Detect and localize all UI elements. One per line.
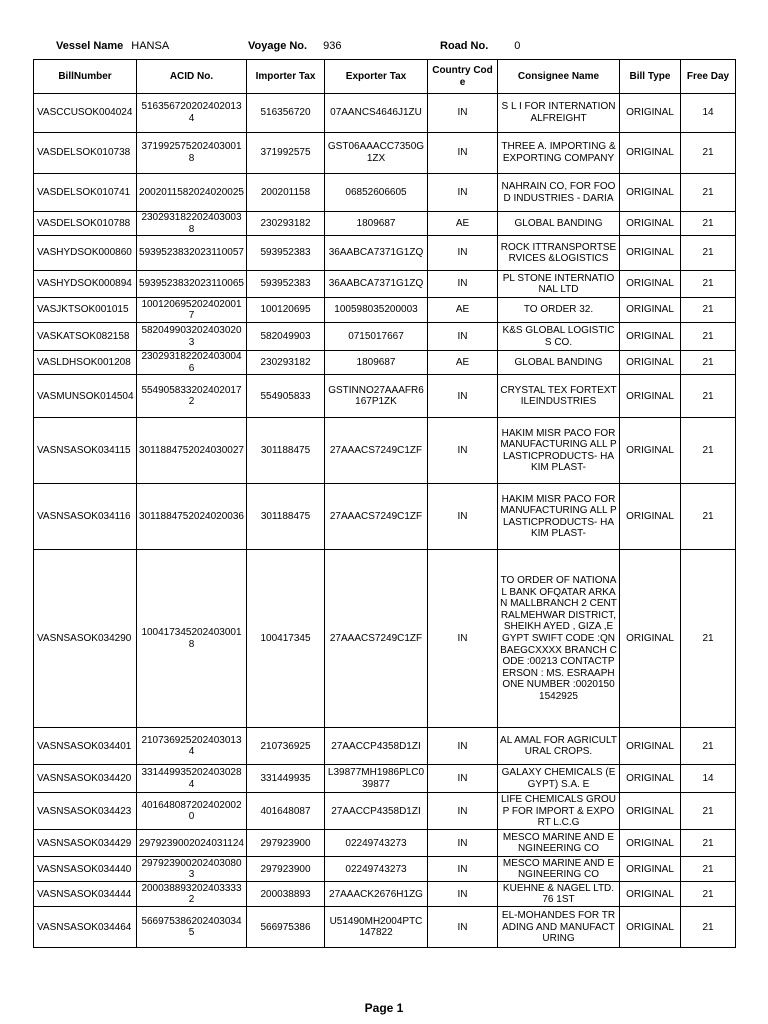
importer-tax-header: Importer Tax [247,60,325,94]
acid-no-cell: 1001206952024020017 [137,298,247,323]
table-row [34,484,736,550]
bill-type-cell: ORIGINAL [620,484,681,550]
consignee-name-cell: GALAXY CHEMICALS (EGYPT) S.A. E [498,765,620,793]
table-row [34,857,736,882]
acid-no-cell: 5163567202024020134 [137,94,247,133]
free-day-cell: 21 [681,133,736,174]
bill-number-cell: VASNSASOK034423 [34,793,137,830]
table-row [34,882,736,907]
country-code-cell: IN [428,830,498,857]
bill-type-cell: ORIGINAL [620,212,681,236]
importer-tax-cell: 100120695 [247,298,325,323]
country-code-cell: IN [428,907,498,948]
importer-tax-cell: 371992575 [247,133,325,174]
country-code-cell: IN [428,94,498,133]
free-day-cell: 21 [681,212,736,236]
bill-type-cell: ORIGINAL [620,882,681,907]
exporter-tax-cell: 27AAACS7249C1ZF [325,484,428,550]
consignee-name-cell: MESCO MARINE AND ENGINEERING CO [498,830,620,857]
bill-type-cell: ORIGINAL [620,765,681,793]
table-row [34,830,736,857]
road-no-field [440,40,520,52]
bill-type-cell: ORIGINAL [620,323,681,351]
acid-no-cell: 3011884752024020036 [137,484,247,550]
consignee-name-cell: HAKIM MISR PACO FORMANUFACTURING ALL PLASTICPRODUCTS- HAKIM PLAST- [498,484,620,550]
consignee-name-cell: AL AMAL FOR AGRICULTURAL CROPS. [498,728,620,765]
free-day-cell: 21 [681,857,736,882]
bill-type-cell: ORIGINAL [620,94,681,133]
table-row [34,94,736,133]
exporter-tax-cell: 02249743273 [325,857,428,882]
table-row [34,323,736,351]
bill-number-cell: VASDELSOK010741 [34,174,137,212]
free-day-cell: 21 [681,271,736,298]
country-code-cell: AE [428,212,498,236]
consignee-name-cell: ROCK ITTRANSPORTSERVICES &LOGISTICS [498,236,620,271]
exporter-tax-cell: 27AACCP4358D1ZI [325,728,428,765]
free-day-cell: 21 [681,298,736,323]
exporter-tax-cell: 1809687 [325,212,428,236]
consignee-name-cell: K&S GLOBAL LOGISTICS CO. [498,323,620,351]
bill-number-cell: VASCCUSOK004024 [34,94,137,133]
importer-tax-cell: 297923900 [247,830,325,857]
road-no-value: 0 [514,40,521,52]
bill-number-cell: VASNSASOK034401 [34,728,137,765]
free-day-cell: 21 [681,793,736,830]
voyage-no-label: Voyage No. [248,40,308,52]
exporter-tax-cell: 36AABCA7371G1ZQ [325,271,428,298]
country-code-header: Country Code [428,60,498,94]
exporter-tax-cell: 27AAACK2676H1ZG [325,882,428,907]
bill-type-cell: ORIGINAL [620,133,681,174]
road-no-label: Road No. [440,40,489,52]
importer-tax-cell: 100417345 [247,550,325,728]
voyage-no-value: 936 [323,40,342,52]
country-code-cell: IN [428,323,498,351]
bill-number-cell: VASHYDSOK000894 [34,271,137,298]
country-code-cell: IN [428,728,498,765]
exporter-tax-cell: GSTINNO27AAAFR6167P1ZK [325,375,428,418]
exporter-tax-header: Exporter Tax [325,60,428,94]
exporter-tax-cell: 27AAACS7249C1ZF [325,550,428,728]
bill-number-cell: VASMUNSOK014504 [34,375,137,418]
acid-no-cell: 5939523832023110065 [137,271,247,298]
bill-type-cell: ORIGINAL [620,793,681,830]
table-body [34,94,736,948]
bill-number-header: BillNumber [34,60,137,94]
bill-number-cell: VASNSASOK034116 [34,484,137,550]
table-row [34,765,736,793]
acid-no-cell: 5939523832023110057 [137,236,247,271]
bill-type-cell: ORIGINAL [620,830,681,857]
importer-tax-cell: 566975386 [247,907,325,948]
table-row [34,174,736,212]
free-day-header: Free Day [681,60,736,94]
acid-no-header: ACID No. [137,60,247,94]
importer-tax-cell: 210736925 [247,728,325,765]
country-code-cell: IN [428,271,498,298]
bill-number-cell: VASNSASOK034115 [34,418,137,484]
vessel-name-label: Vessel Name [56,40,124,52]
table-row [34,236,736,271]
consignee-name-cell: EL-MOHANDES FOR TRADING AND MANUFACTURING [498,907,620,948]
table-row [34,793,736,830]
importer-tax-cell: 593952383 [247,236,325,271]
table-row [34,271,736,298]
table-row [34,418,736,484]
table-header-row [34,60,736,94]
bill-number-cell: VASKATSOK082158 [34,323,137,351]
country-code-cell: AE [428,298,498,323]
consignee-name-cell: LIFE CHEMICALS GROUP FOR IMPORT & EXPORT L.C.G [498,793,620,830]
table-row [34,133,736,174]
free-day-cell: 21 [681,830,736,857]
acid-no-cell: 3011884752024030027 [137,418,247,484]
bill-number-cell: VASNSASOK034464 [34,907,137,948]
exporter-tax-cell: 27AACCP4358D1ZI [325,793,428,830]
acid-no-cell: 2302931822024030046 [137,351,247,375]
bill-table [33,59,736,948]
free-day-cell: 21 [681,728,736,765]
consignee-name-cell: NAHRAIN CO, FOR FOOD INDUSTRIES - DARIA [498,174,620,212]
acid-no-cell: 2107369252024030134 [137,728,247,765]
importer-tax-cell: 297923900 [247,857,325,882]
table-row [34,728,736,765]
consignee-name-cell: GLOBAL BANDING [498,351,620,375]
free-day-cell: 21 [681,351,736,375]
importer-tax-cell: 230293182 [247,351,325,375]
bill-type-cell: ORIGINAL [620,857,681,882]
free-day-cell: 21 [681,550,736,728]
free-day-cell: 14 [681,765,736,793]
acid-no-cell: 5820499032024030203 [137,323,247,351]
importer-tax-cell: 200201158 [247,174,325,212]
exporter-tax-cell: 02249743273 [325,830,428,857]
country-code-cell: IN [428,133,498,174]
consignee-name-cell: KUEHNE & NAGEL LTD. 76 1ST [498,882,620,907]
country-code-cell: IN [428,857,498,882]
free-day-cell: 21 [681,323,736,351]
acid-no-cell: 5549058332024020172 [137,375,247,418]
bill-type-cell: ORIGINAL [620,174,681,212]
free-day-cell: 21 [681,484,736,550]
country-code-cell: IN [428,882,498,907]
bill-type-cell: ORIGINAL [620,375,681,418]
exporter-tax-cell: 07AANCS4646J1ZU [325,94,428,133]
free-day-cell: 21 [681,236,736,271]
bill-number-cell: VASNSASOK034420 [34,765,137,793]
importer-tax-cell: 331449935 [247,765,325,793]
country-code-cell: IN [428,174,498,212]
bill-number-cell: VASHYDSOK000860 [34,236,137,271]
bill-number-cell: VASLDHSOK001208 [34,351,137,375]
bill-type-cell: ORIGINAL [620,298,681,323]
country-code-cell: IN [428,418,498,484]
table-row [34,907,736,948]
consignee-name-cell: MESCO MARINE AND ENGINEERING CO [498,857,620,882]
free-day-cell: 21 [681,907,736,948]
bill-type-header: Bill Type [620,60,681,94]
country-code-cell: IN [428,236,498,271]
vessel-name-value: HANSA [131,40,170,52]
country-code-cell: IN [428,550,498,728]
bill-type-cell: ORIGINAL [620,418,681,484]
page-number: Page 1 [364,1001,404,1015]
importer-tax-cell: 200038893 [247,882,325,907]
bill-type-cell: ORIGINAL [620,907,681,948]
consignee-name-header: Consignee Name [498,60,620,94]
table-row [34,375,736,418]
country-code-cell: IN [428,793,498,830]
consignee-name-cell: S L I FOR INTERNATIONALFREIGHT [498,94,620,133]
importer-tax-cell: 516356720 [247,94,325,133]
consignee-name-cell: TO ORDER 32. [498,298,620,323]
exporter-tax-cell: 100598035200003 [325,298,428,323]
acid-no-cell: 4016480872024020020 [137,793,247,830]
free-day-cell: 14 [681,94,736,133]
free-day-cell: 21 [681,174,736,212]
exporter-tax-cell: U51490MH2004PTC147822 [325,907,428,948]
bill-number-cell: VASDELSOK010788 [34,212,137,236]
consignee-name-cell: PL STONE INTERNATIONAL LTD [498,271,620,298]
consignee-name-cell: HAKIM MISR PACO FORMANUFACTURING ALL PLASTICPRODUCTS- HAKIM PLAST- [498,418,620,484]
importer-tax-cell: 301188475 [247,418,325,484]
importer-tax-cell: 554905833 [247,375,325,418]
consignee-name-cell: GLOBAL BANDING [498,212,620,236]
exporter-tax-cell: L39877MH1986PLC039877 [325,765,428,793]
acid-no-cell: 2979239002024031124 [137,830,247,857]
bill-number-cell: VASJKTSOK001015 [34,298,137,323]
exporter-tax-cell: 27AAACS7249C1ZF [325,418,428,484]
bill-type-cell: ORIGINAL [620,351,681,375]
voyage-no-field [248,40,341,52]
table-row [34,298,736,323]
country-code-cell: IN [428,484,498,550]
exporter-tax-cell: 0715017667 [325,323,428,351]
acid-no-cell: 1004173452024030018 [137,550,247,728]
importer-tax-cell: 230293182 [247,212,325,236]
free-day-cell: 21 [681,418,736,484]
bill-type-cell: ORIGINAL [620,236,681,271]
acid-no-cell: 2979239002024030803 [137,857,247,882]
vessel-name-field [56,40,169,52]
exporter-tax-cell: GST06AAACC7350G1ZX [325,133,428,174]
acid-no-cell: 2000388932024033332 [137,882,247,907]
bill-number-cell: VASNSASOK034290 [34,550,137,728]
exporter-tax-cell: 06852606605 [325,174,428,212]
bill-type-cell: ORIGINAL [620,271,681,298]
consignee-name-cell: CRYSTAL TEX FORTEXTILEINDUSTRIES [498,375,620,418]
acid-no-cell: 3314499352024030284 [137,765,247,793]
acid-no-cell: 2002011582024020025 [137,174,247,212]
bill-number-cell: VASDELSOK010738 [34,133,137,174]
exporter-tax-cell: 36AABCA7371G1ZQ [325,236,428,271]
table-row [34,550,736,728]
exporter-tax-cell: 1809687 [325,351,428,375]
consignee-name-cell: TO ORDER OF NATIONAL BANK OFQATAR ARKAN MALLBRANCH 2 CENTRALMEHWAR DISTRICT,SHEIKH AYED , GIZA ,EGYPT SWIFT CODE :QNBAEGCXXXX BRANCH CODE :00213 CONTACTPERSON : MS. ESRAAPHONE NUMBER :00201501542925 [498,550,620,728]
free-day-cell: 21 [681,375,736,418]
bill-type-cell: ORIGINAL [620,728,681,765]
consignee-name-cell: THREE A. IMPORTING &EXPORTING COMPANY [498,133,620,174]
acid-no-cell: 2302931822024030038 [137,212,247,236]
importer-tax-cell: 401648087 [247,793,325,830]
importer-tax-cell: 582049903 [247,323,325,351]
country-code-cell: AE [428,351,498,375]
bill-number-cell: VASNSASOK034444 [34,882,137,907]
bill-number-cell: VASNSASOK034429 [34,830,137,857]
country-code-cell: IN [428,375,498,418]
free-day-cell: 21 [681,882,736,907]
table-row [34,351,736,375]
importer-tax-cell: 301188475 [247,484,325,550]
table-row [34,212,736,236]
acid-no-cell: 3719925752024030018 [137,133,247,174]
importer-tax-cell: 593952383 [247,271,325,298]
acid-no-cell: 5669753862024030345 [137,907,247,948]
bill-number-cell: VASNSASOK034440 [34,857,137,882]
bill-type-cell: ORIGINAL [620,550,681,728]
country-code-cell: IN [428,765,498,793]
